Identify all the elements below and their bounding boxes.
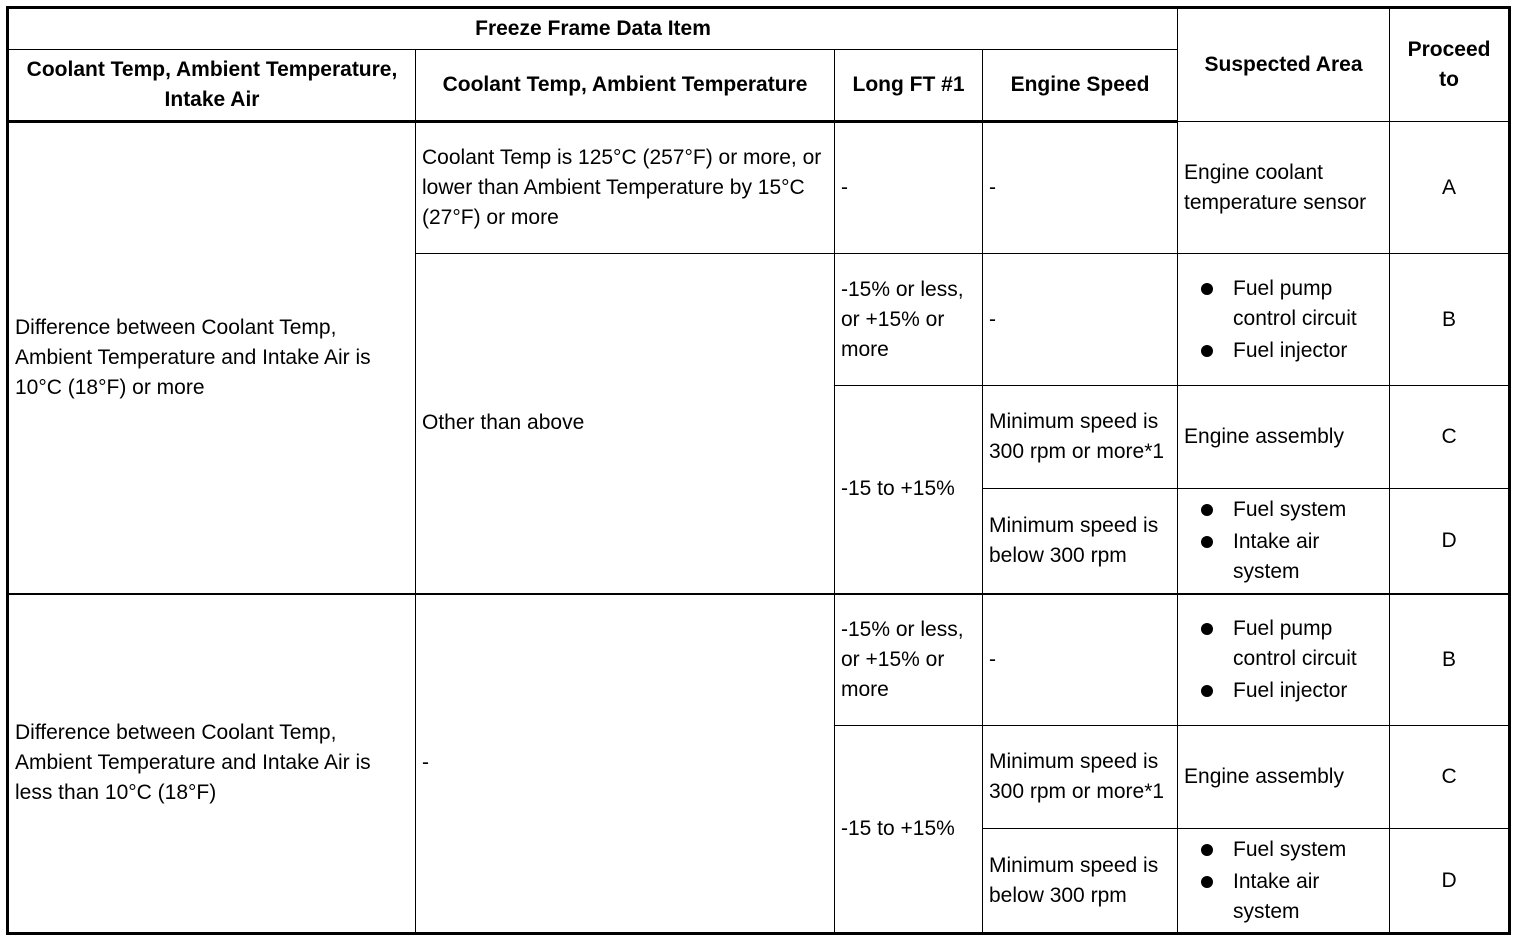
group2-row-d-engine-speed: Minimum speed is below 300 rpm [983,829,1178,934]
list-item: Fuel injector [1184,676,1383,706]
group1-range-long-ft: -15 to +15% [835,386,983,594]
bullet-icon [1201,504,1213,516]
table-row [8,122,1510,254]
group1-row-a-area: Engine coolant temperature sensor [1178,122,1390,254]
header-coolant-ambient-intake: Coolant Temp, Ambient Temperature, Intake Air [8,50,416,122]
group1-row-b-proceed: B [1390,254,1510,386]
bullet-list [1184,495,1383,587]
bullet-icon [1201,536,1213,548]
group2-row-c-engine-speed: Minimum speed is 300 rpm or more*1 [983,726,1178,829]
bullet-icon [1201,345,1213,357]
list-item: Fuel system [1184,495,1383,525]
bullet-icon [1201,623,1213,635]
header-engine-speed: Engine Speed [983,50,1178,122]
header-coolant-ambient: Coolant Temp, Ambient Temperature [416,50,835,122]
group1-row-a-proceed: A [1390,122,1510,254]
header-proceed-to: Proceed to [1390,8,1510,122]
list-item: Intake air system [1184,867,1383,927]
group1-row-d-engine-speed: Minimum speed is below 300 rpm [983,489,1178,594]
bullet-icon [1201,685,1213,697]
list-item: Fuel system [1184,835,1383,865]
group2-coolant: - [416,594,835,934]
group2-row-b-area [1178,594,1390,726]
header-long-ft: Long FT #1 [835,50,983,122]
group1-row-a-long-ft: - [835,122,983,254]
group1-row-b-long-ft: -15% or less, or +15% or more [835,254,983,386]
group1-other-coolant: Other than above [416,254,835,594]
group1-row-c-engine-speed: Minimum speed is 300 rpm or more*1 [983,386,1178,489]
group2-row-d-area [1178,829,1390,934]
freeze-frame-table [6,6,1511,935]
bullet-icon [1201,876,1213,888]
group1-row-d-area [1178,489,1390,594]
group1-row-b-engine-speed: - [983,254,1178,386]
group1-row-c-area: Engine assembly [1178,386,1390,489]
group2-row-c-area: Engine assembly [1178,726,1390,829]
list-item: Fuel injector [1184,336,1383,366]
group1-row-b-area [1178,254,1390,386]
bullet-list [1184,835,1383,927]
list-item: Fuel pump control circuit [1184,274,1383,334]
group2-range-long-ft: -15 to +15% [835,726,983,934]
group1-row-d-proceed: D [1390,489,1510,594]
group2-row-b-engine-speed: - [983,594,1178,726]
bullet-list [1184,614,1383,706]
group2-row-d-proceed: D [1390,829,1510,934]
group1-row-c-proceed: C [1390,386,1510,489]
list-item: Fuel pump control circuit [1184,614,1383,674]
group1-row-a-engine-speed: - [983,122,1178,254]
header-suspected-area: Suspected Area [1178,8,1390,122]
group2-condition: Difference between Coolant Temp, Ambient Temperature and Intake Air is less than 10°C (18°F) [8,594,416,934]
group2-row-b-long-ft: -15% or less, or +15% or more [835,594,983,726]
bullet-list [1184,274,1383,366]
list-item: Intake air system [1184,527,1383,587]
bullet-icon [1201,844,1213,856]
group1-condition: Difference between Coolant Temp, Ambient Temperature and Intake Air is 10°C (18°F) or more [8,122,416,594]
group2-row-c-proceed: C [1390,726,1510,829]
group1-row-a-coolant: Coolant Temp is 125°C (257°F) or more, or lower than Ambient Temperature by 15°C (27°F) or more [416,122,835,254]
table-row [8,594,1510,726]
freeze-frame-table-container [6,6,1511,935]
group2-row-b-proceed: B [1390,594,1510,726]
header-row-1 [8,8,1510,50]
bullet-icon [1201,283,1213,295]
header-group-title: Freeze Frame Data Item [8,8,1178,50]
